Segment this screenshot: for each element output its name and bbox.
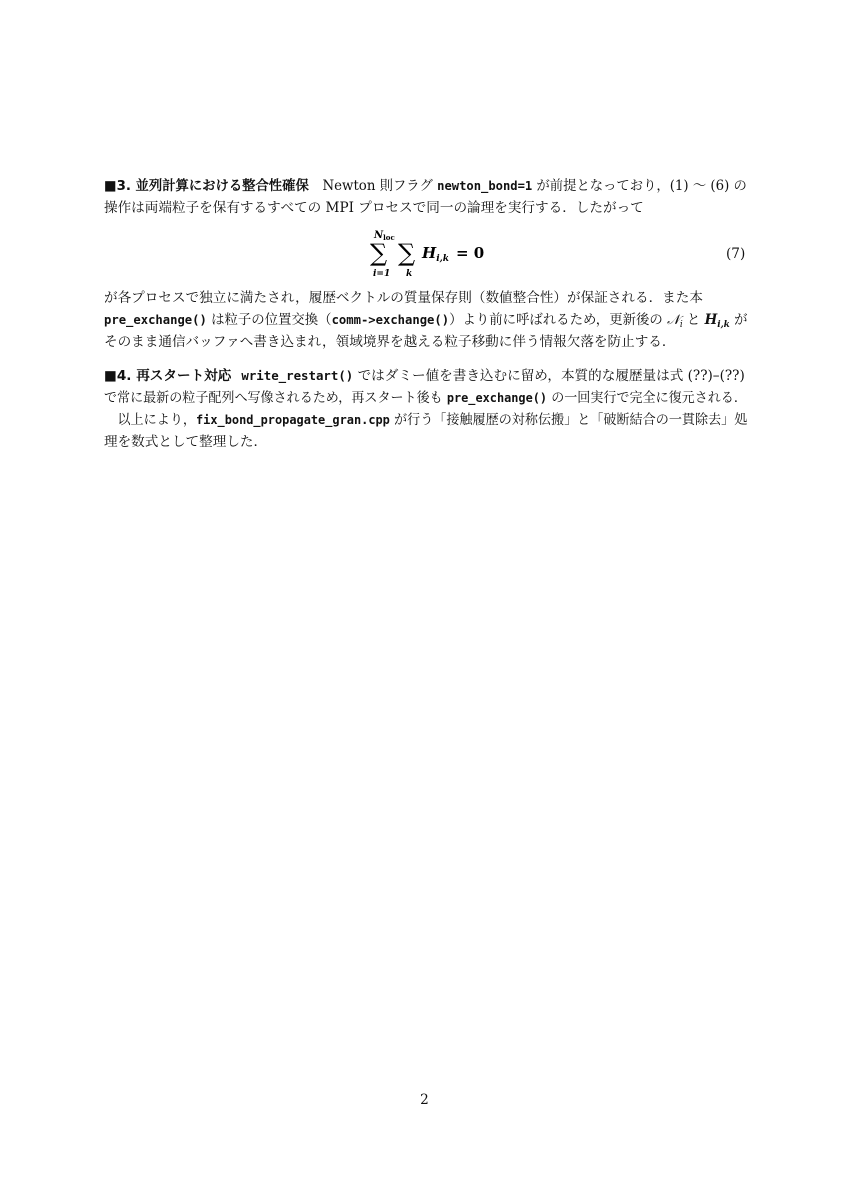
sec4-line-1 [104,366,747,386]
after-eq-text-2a: は粒子の位置交換（ [206,312,332,328]
summary-line-1 [104,410,747,430]
sec3-heading [104,176,747,196]
sec3-title: ■3. 並列計算における整合性確保 [104,178,309,194]
symbol-H: $H_{i,k}$ [704,312,730,330]
equation-rhs: = 0 [456,244,485,262]
sec4-title: ■4. 再スタート対応 [104,368,232,384]
sum-lower-limit-1: i=1 [373,269,391,279]
summary-text-2: 理を数式として整理した． [104,434,268,450]
summary-text-1b: が行う「接触履歴の対称伝搬」と「破断結合の一貫除去」処 [389,412,748,428]
code-filename: fix_bond_propagate_gran.cpp [195,412,390,427]
after-eq-text-2d: が [729,312,748,328]
after-eq-text-2b: ）より前に呼ばれるため，更新後の [449,312,667,328]
sec4-line-2 [104,388,747,408]
sec3-code-newton-bond: newton_bond=1 [437,178,533,193]
history-vector-H: $H_{i,k}$ [422,244,449,264]
sec3-text-2: 操作は両端粒子を保有するすべての MPI プロセスで同一の論理を実行する．したがって [104,200,644,216]
sum-sigma-1: ∑ [370,239,388,267]
sec3-text-a: Newton 則フラグ [322,178,438,194]
page-number: 2 [420,1092,429,1108]
sec4-text-2a: で常に最新の粒子配列へ写像されるため，再スタート後も [104,390,447,406]
after-eq-line-3 [104,332,747,352]
summary-line-2 [104,432,747,452]
sec4-text-1: ではダミー値を書き込むに留め，本質的な履歴量は式 (??)–(??) [353,368,745,384]
sum-upper-limit: $N_{loc}$ [374,230,395,242]
after-eq-line-1 [104,288,747,308]
sum-lower-limit-2: k [406,269,413,279]
code-pre-exchange-2: pre_exchange() [446,390,548,405]
code-write-restart: write_restart() [241,368,354,383]
summary-text-1a: 以上により， [117,412,196,428]
after-eq-text-1: が各プロセスで独立に満たされ，履歴ベクトルの質量保存則（数値整合性）が保証される．また本 [104,290,703,306]
sec3-text-b: が前提となっており，(1) 〜 (6) の [532,178,747,194]
symbol-N: 𝒩$_i$ [666,312,683,330]
equation-7 [360,226,500,280]
sec3-line-2 [104,198,747,218]
code-pre-exchange: pre_exchange() [104,312,207,327]
after-eq-text-3: そのまま通信バッファへ書き込まれ，領域境界を越える粒子移動に伴う情報欠落を防止する． [104,334,676,350]
code-comm-exchange: comm->exchange() [331,312,450,327]
sec4-text-2b: の一回実行で完全に復元される． [547,390,747,406]
after-eq-text-2c: と [682,312,705,328]
equation-number: (7) [726,246,746,262]
sum-sigma-2: ∑ [398,239,416,267]
sec3-line-1 [104,176,747,196]
